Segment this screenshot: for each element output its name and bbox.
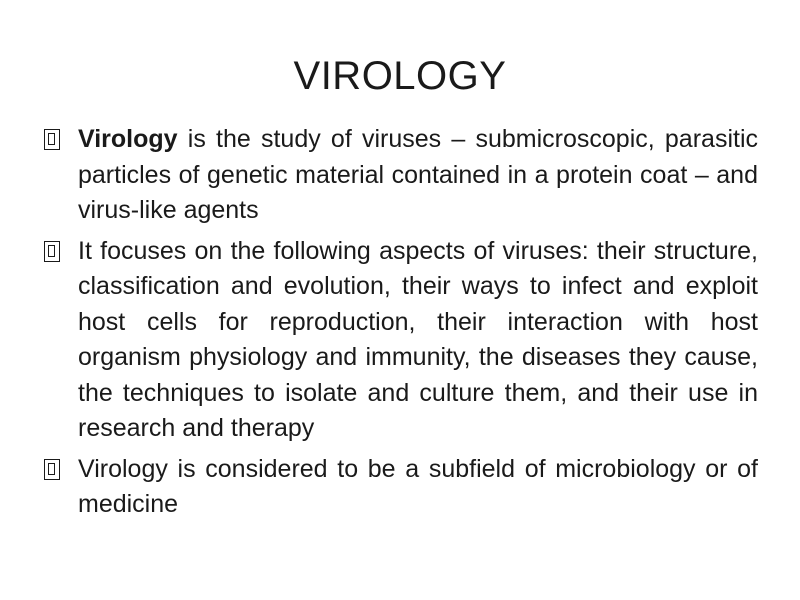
missing-glyph-box-icon <box>44 129 60 150</box>
bullet-lead-term: Virology <box>78 125 178 153</box>
missing-glyph-box-icon <box>44 459 60 480</box>
bullet-item-3 <box>44 452 758 523</box>
bullet-text: is the study of viruses – submicroscopic, parasitic particles of genetic material contained in a protein coat – and virus-like agents <box>78 125 758 224</box>
bullet-item-1 <box>44 122 758 229</box>
slide-title: VIROLOGY <box>293 54 507 98</box>
bullet-text: It focuses on the following aspects of viruses: their structure, classification and evolution, their ways to infect and exploit host cells for reproduction, their interaction with host organism physiology and immunity, the diseases they cause, the techniques to isolate and culture them, and their use in research and therapy <box>78 236 758 442</box>
bullet-item-2 <box>44 234 758 447</box>
bullet-list <box>44 122 758 528</box>
bullet-text: Virology is considered to be a subfield of microbiology or of medicine <box>78 454 758 518</box>
missing-glyph-box-icon <box>44 241 60 262</box>
